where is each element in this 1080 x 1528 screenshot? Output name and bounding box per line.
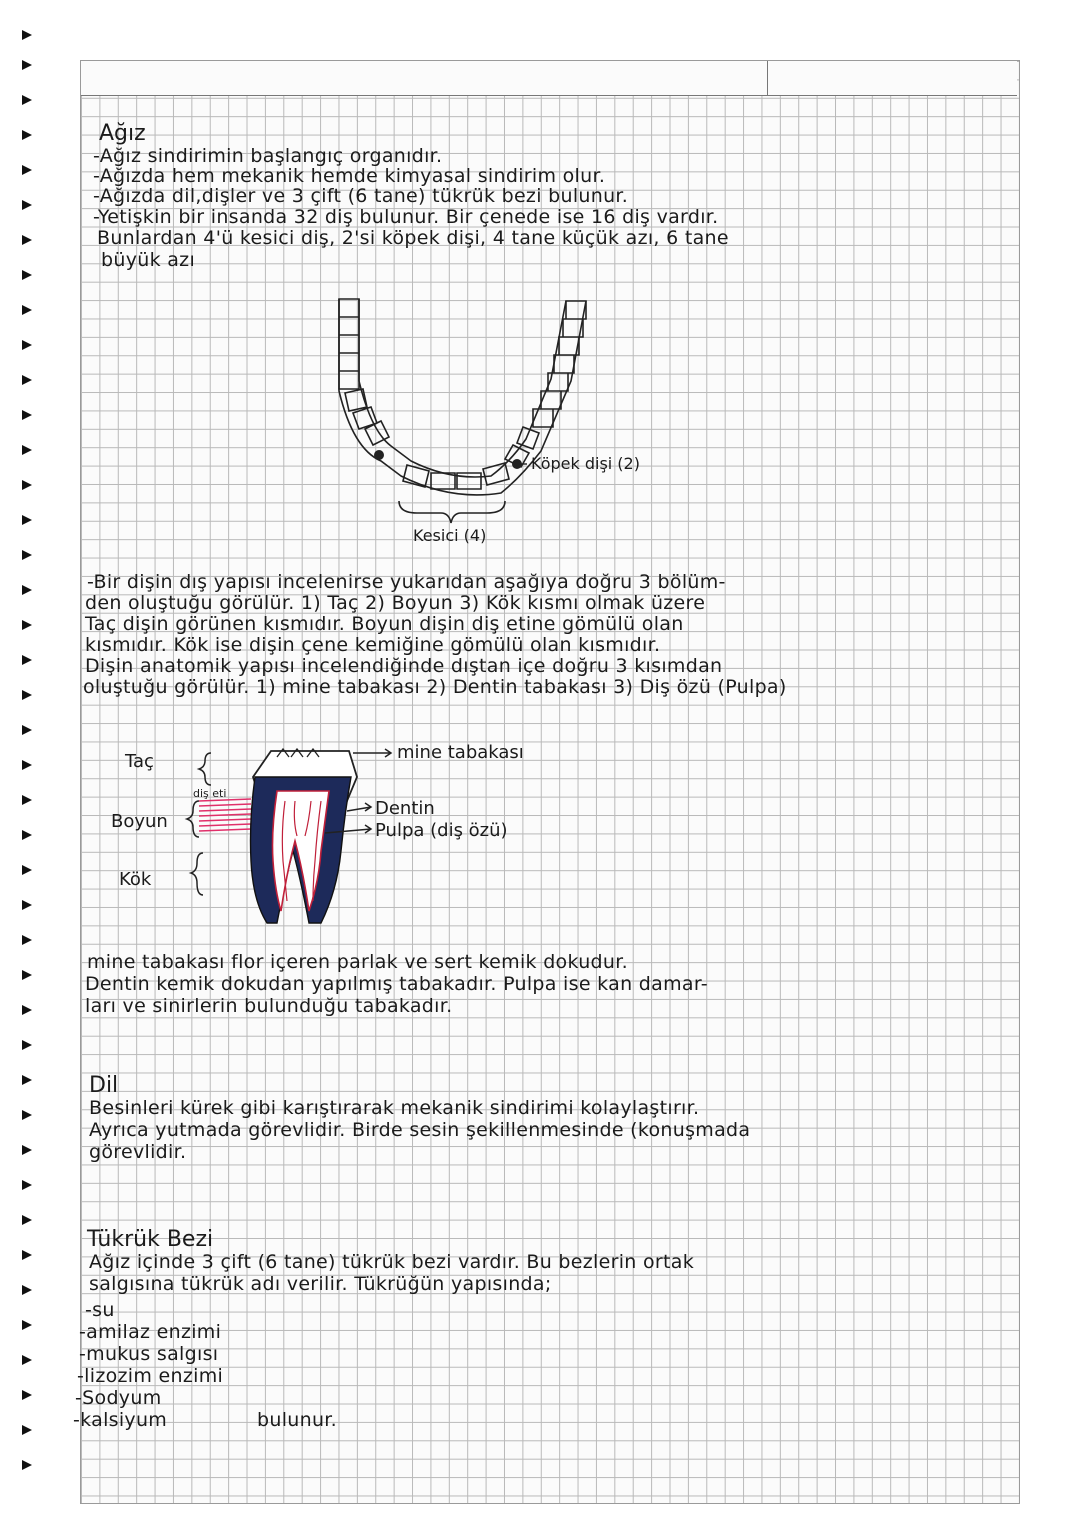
label-dentin: Dentin: [375, 798, 435, 819]
binding-hole: [22, 270, 32, 280]
text-line: görevlidir.: [89, 1141, 187, 1163]
text-line: Ağız içinde 3 çift (6 tane) tükrük bezi vardır. Bu bezlerin ortak: [89, 1251, 694, 1273]
tooth-diagram: [81, 61, 1017, 961]
binding-hole: [22, 1425, 32, 1435]
list-item: -su: [85, 1299, 115, 1321]
binding-hole: [22, 480, 32, 490]
binding-hole: [22, 585, 32, 595]
binding-hole: [22, 130, 32, 140]
label-pulpa: Pulpa (diş özü): [375, 820, 508, 841]
binding-hole: [22, 165, 32, 175]
binding-hole: [22, 655, 32, 665]
binding-hole: [22, 1320, 32, 1330]
binding-hole: [22, 235, 32, 245]
binding-hole: [22, 620, 32, 630]
binding-hole: [22, 1215, 32, 1225]
label-boyun: Boyun: [111, 811, 168, 832]
label-mine-tabakasi: mine tabakası: [397, 742, 524, 763]
binding-hole: [22, 970, 32, 980]
binding-hole: [22, 550, 32, 560]
binding-hole: [22, 1460, 32, 1470]
label-kok: Kök: [119, 869, 152, 890]
binding-hole: [22, 340, 32, 350]
binding-hole: [22, 60, 32, 70]
section-heading-agiz: Ağız: [99, 121, 146, 146]
brace-kok: [191, 853, 203, 895]
binding-hole: [22, 1180, 32, 1190]
text-line: mine tabakası flor içeren parlak ve sert kemik dokudur.: [87, 951, 628, 973]
text-line: -Bir dişin dış yapısı incelenirse yukarıdan aşağıya doğru 3 bölüm-: [87, 571, 726, 593]
binding-hole: [22, 1040, 32, 1050]
binding-hole: [22, 1250, 32, 1260]
grid-paper-sheet: [73, 60, 1020, 1504]
binding-hole: [22, 795, 32, 805]
binding-hole: [22, 375, 32, 385]
binding-hole: [22, 690, 32, 700]
binding-hole: [22, 1355, 32, 1365]
text-line: Ayrıca yutmada görevlidir. Birde sesin şekillenmesinde (konuşmada: [89, 1119, 751, 1141]
brace-tac: [199, 753, 211, 785]
binding-hole: [22, 30, 32, 40]
list-item: -amilaz enzimi: [79, 1321, 222, 1343]
binding-hole: [22, 200, 32, 210]
binding-hole: [22, 1285, 32, 1295]
arrow-mine: [353, 749, 391, 757]
label-kopek-disi: Köpek dişi (2): [531, 454, 640, 473]
binding-hole: [22, 865, 32, 875]
binding-hole: [22, 1390, 32, 1400]
binding-hole: [22, 95, 32, 105]
binding-hole: [22, 725, 32, 735]
label-dis-eti: diş eti: [193, 787, 227, 800]
binding-hole: [22, 830, 32, 840]
list-item: -kalsiyum: [73, 1409, 168, 1431]
text-line: den oluştuğu görülür. 1) Taç 2) Boyun 3) Kök kısmı olmak üzere: [85, 592, 706, 614]
binding-hole: [22, 1075, 32, 1085]
arrow-dentin: [347, 803, 371, 811]
text-line: ları ve sinirlerin bulunduğu tabakadır.: [85, 995, 453, 1017]
text-line: bulunur.: [257, 1409, 338, 1431]
text-line: salgısına tükrük adı verilir. Tükrüğün yapısında;: [89, 1273, 552, 1295]
binding-hole: [22, 515, 32, 525]
spiral-binding: [22, 30, 36, 1500]
list-item: -Sodyum: [75, 1387, 162, 1409]
text-line: Taç dişin görünen kısmıdır. Boyun dişin diş etine gömülü olan: [85, 613, 684, 635]
text-line: -Ağız sindirimin başlangıç organıdır.: [93, 145, 443, 167]
text-line: -Yetişkin bir insanda 32 diş bulunur. Bir çenede ise 16 diş vardır.: [93, 206, 719, 228]
binding-hole: [22, 935, 32, 945]
section-heading-tukruk-bezi: Tükrük Bezi: [87, 1227, 214, 1252]
binding-hole: [22, 1145, 32, 1155]
text-line: kısmıdır. Kök ise dişin çene kemiğine gömülü olan kısmıdır.: [85, 634, 661, 656]
binding-hole: [22, 1005, 32, 1015]
gum-hatching: [199, 799, 251, 831]
text-line: -Ağızda dil,dişler ve 3 çift (6 tane) tükrük bezi bulunur.: [93, 185, 629, 207]
binding-hole: [22, 900, 32, 910]
brace-boyun: [187, 801, 199, 837]
section-heading-dil: Dil: [89, 1073, 119, 1098]
text-line: -Ağızda hem mekanik hemde kimyasal sindirim olur.: [93, 165, 606, 187]
list-item: -lizozim enzimi: [77, 1365, 224, 1387]
binding-hole: [22, 760, 32, 770]
list-item: -mukus salgısı: [79, 1343, 219, 1365]
binding-hole: [22, 305, 32, 315]
binding-hole: [22, 410, 32, 420]
binding-hole: [22, 445, 32, 455]
text-line: Dentin kemik dokudan yapılmış tabakadır. Pulpa ise kan damar-: [85, 973, 708, 995]
text-line: büyük azı: [101, 249, 196, 271]
text-line: oluştuğu görülür. 1) mine tabakası 2) Dentin tabakası 3) Diş özü (Pulpa): [83, 676, 787, 698]
label-tac: Taç: [125, 751, 154, 772]
binding-hole: [22, 1110, 32, 1120]
text-line: Besinleri kürek gibi karıştırarak mekanik sindirimi kolaylaştırır.: [89, 1097, 700, 1119]
label-kesici: Kesici (4): [413, 526, 487, 545]
text-line: Bunlardan 4'ü kesici diş, 2'si köpek dişi, 4 tane küçük azı, 6 tane: [97, 227, 729, 249]
text-line: Dişin anatomik yapısı incelendiğinde dıştan içe doğru 3 kısımdan: [85, 655, 723, 677]
